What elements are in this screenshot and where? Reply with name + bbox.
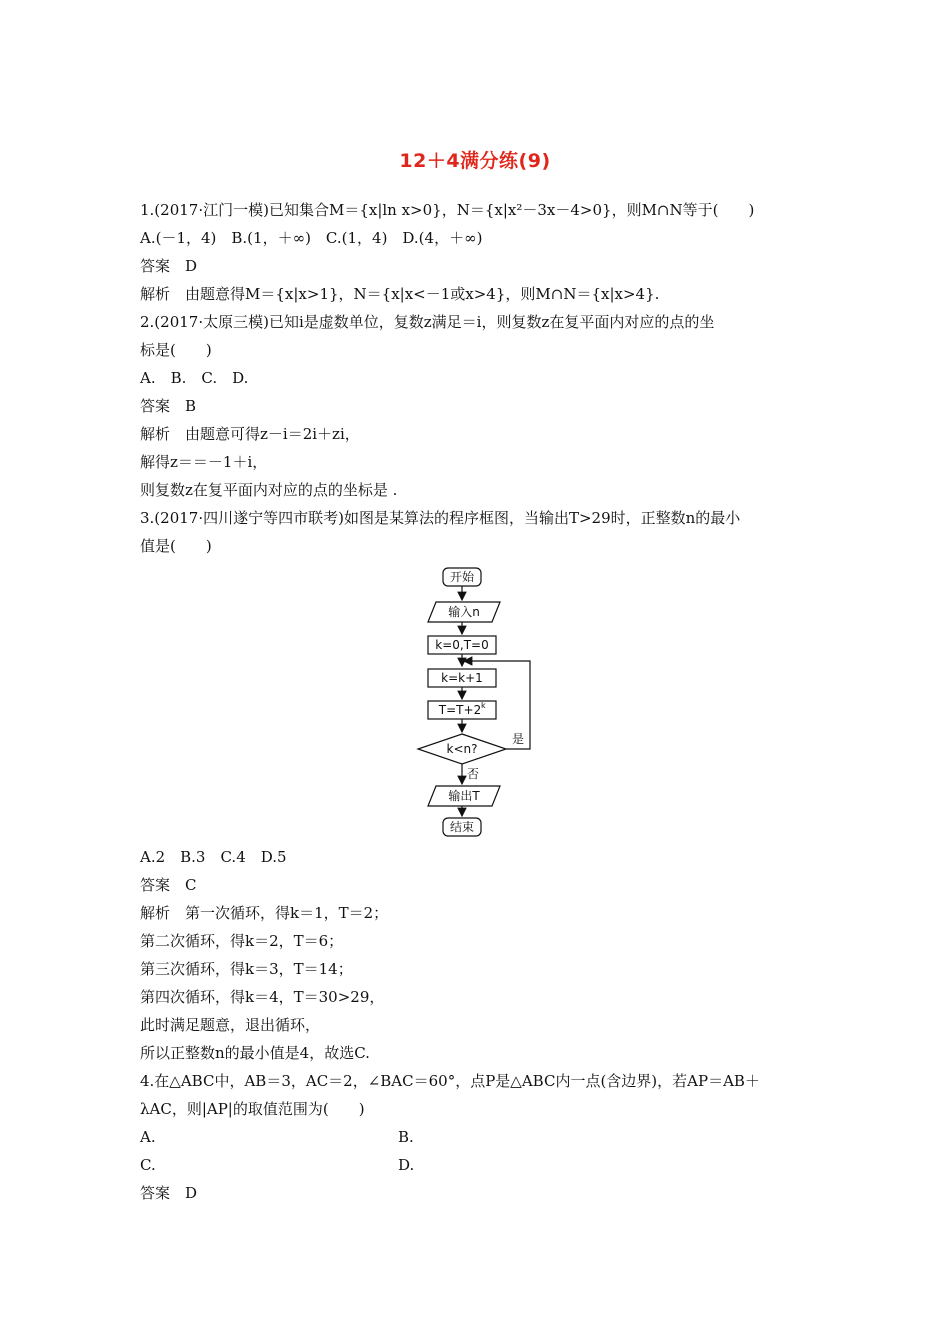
q4-stem-line2: λAC，则|AP|的取值范围为( ) bbox=[140, 1100, 365, 1118]
flow-end-label: 结束 bbox=[449, 820, 475, 834]
flow-no-label: 否 bbox=[467, 767, 480, 781]
flow-yes-label: 是 bbox=[512, 732, 525, 746]
flow-step2-exponent: k bbox=[481, 701, 486, 710]
q3-answer: 答案 C bbox=[140, 876, 197, 894]
q1-analysis: 解析 由题意得M＝{x|x>1}，N＝{x|x<－1或x>4}，则M∩N＝{x|x>4}. bbox=[140, 285, 660, 303]
q2-analysis-1: 解析 由题意可得z－i＝2i＋zi， bbox=[140, 425, 360, 443]
q2-analysis-3: 则复数z在复平面内对应的点的坐标是 . bbox=[140, 481, 398, 499]
q2-options: A. B. C. D. bbox=[140, 369, 249, 387]
q1-answer: 答案 D bbox=[140, 257, 198, 275]
q4-option-c: C. bbox=[140, 1156, 156, 1174]
flow-output-label: 输出T bbox=[448, 789, 480, 803]
q4-answer: 答案 D bbox=[140, 1184, 198, 1202]
q3-analysis-2: 第二次循环，得k＝2，T＝6； bbox=[140, 932, 344, 950]
q4-option-b: B. bbox=[398, 1128, 414, 1146]
algorithm-flowchart bbox=[410, 560, 550, 840]
q2-stem-line2: 标是( ) bbox=[140, 341, 212, 359]
flow-init-label: k=0,T=0 bbox=[435, 638, 489, 652]
flow-decision-label: k<n? bbox=[446, 742, 478, 756]
q2-answer: 答案 B bbox=[140, 397, 197, 415]
q3-analysis-4: 第四次循环，得k＝4，T＝30>29， bbox=[140, 988, 385, 1006]
q2-stem-line1: 2.(2017·太原三模)已知i是虚数单位，复数z满足＝i，则复数z在复平面内对应的点的坐 bbox=[140, 313, 715, 331]
flow-step1-label: k=k+1 bbox=[441, 671, 483, 685]
flow-start-label: 开始 bbox=[449, 570, 475, 584]
page-title: 12＋4满分练(9) bbox=[399, 150, 551, 172]
q3-stem-line1: 3.(2017·四川遂宁等四市联考)如图是某算法的程序框图，当输出T>29时，正整数n的最小 bbox=[140, 509, 741, 527]
q1-options: A.(－1，4) B.(1，＋∞) C.(1，4) D.(4，＋∞) bbox=[140, 229, 483, 247]
q1-stem: 1.(2017·江门一模)已知集合M＝{x|ln x>0}，N＝{x|x²－3x－4>0}，则M∩N等于( ) bbox=[140, 201, 755, 219]
q2-analysis-2: 解得z＝＝－1＋i， bbox=[140, 453, 268, 471]
q4-option-a: A. bbox=[140, 1128, 156, 1146]
flow-input-label: 输入n bbox=[448, 605, 480, 619]
q3-options: A.2 B.3 C.4 D.5 bbox=[140, 848, 287, 866]
q3-stem-line2: 值是( ) bbox=[140, 537, 212, 555]
q3-analysis-6: 所以正整数n的最小值是4，故选C. bbox=[140, 1044, 370, 1062]
q3-analysis-1: 解析 第一次循环，得k＝1，T＝2； bbox=[140, 904, 389, 922]
flow-step2-label: T=T+2 bbox=[438, 703, 482, 717]
q3-analysis-3: 第三次循环，得k＝3，T＝14； bbox=[140, 960, 353, 978]
q4-stem-line1: 4.在△ABC中，AB＝3，AC＝2，∠BAC＝60°，点P是△ABC内一点(含边界)，若AP＝AB＋ bbox=[140, 1072, 760, 1090]
q4-option-d: D. bbox=[398, 1156, 415, 1174]
q3-analysis-5: 此时满足题意，退出循环， bbox=[140, 1016, 321, 1034]
